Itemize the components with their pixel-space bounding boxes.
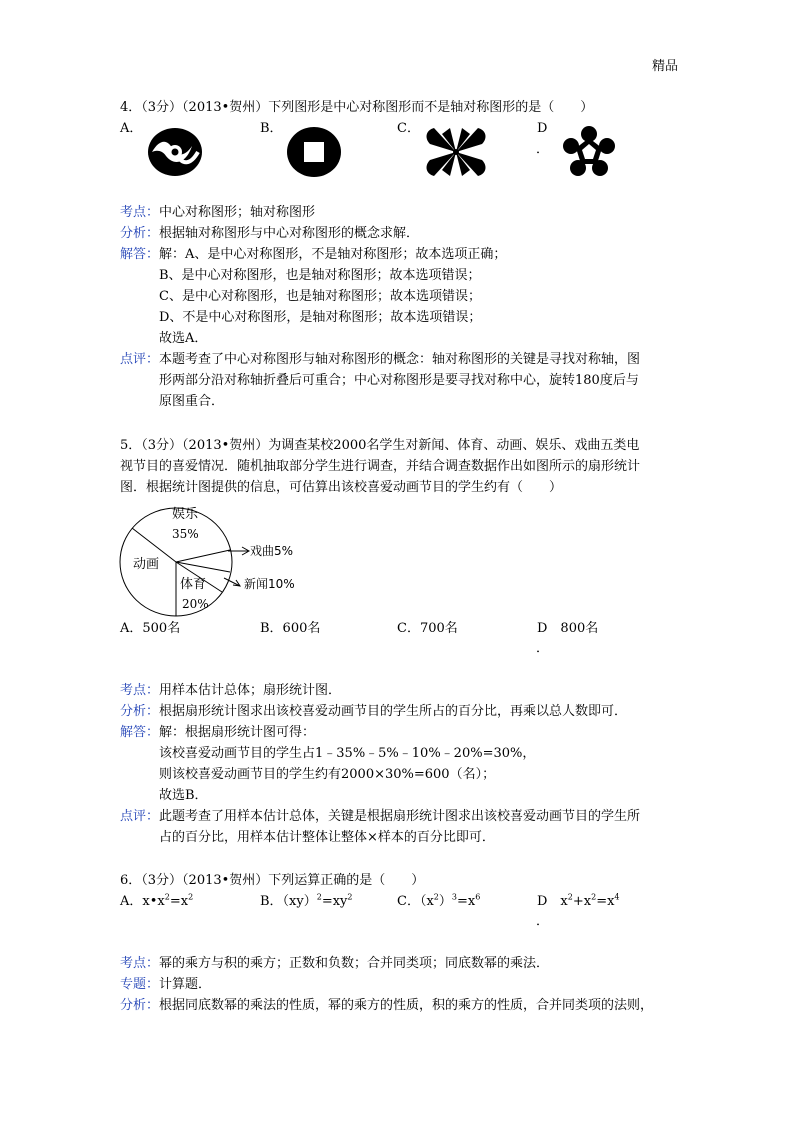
- q6-stem: 6．（3分）（2013•贺州）下列运算正确的是（ ）: [120, 873, 425, 888]
- q6-zhuanti-label: 专题：: [120, 977, 160, 992]
- q4-dianping-line: 形两部分沿对称轴折叠后可重合；中心对称图形是要寻找对称中心，旋转180度后与: [159, 373, 639, 388]
- q5-option-b: B．600名: [260, 621, 321, 636]
- q4-option-a-label: A．: [120, 121, 143, 136]
- q4-option-d-dot: ．: [536, 142, 550, 157]
- pie-label-animation: 动画: [133, 557, 160, 572]
- q5-kaodian-label: 考点：: [120, 683, 160, 698]
- q5-option-d-dot: ．: [536, 641, 550, 656]
- q4-jieda-line: C、是中心对称图形，也是轴对称图形；故本选项错误；: [159, 289, 481, 304]
- q4-dianping-line: 原图重合．: [159, 394, 225, 409]
- pie-label-sports: 体育: [180, 577, 207, 592]
- q6-option-a: A．$x•x^2=x^2$: [120, 892, 194, 909]
- q6-kaodian-label: 考点：: [120, 956, 160, 971]
- q4-kaodian-text: 中心对称图形；轴对称图形: [159, 205, 316, 220]
- q5-dianping-line: 此题考查了用样本估计总体，关键是根据扇形统计图求出该校喜爱动画节目的学生所: [159, 809, 641, 824]
- q4-jieda-line: 故选A．: [159, 331, 208, 346]
- q4-option-b-label: B．: [260, 121, 283, 136]
- q4-figure-c: [422, 124, 490, 180]
- q4-fenxi-label: 分析：: [120, 226, 160, 241]
- q5-dianping-label: 点评：: [120, 809, 160, 824]
- q4-jieda-line: D、不是中心对称图形，是轴对称图形；故本选项错误；: [159, 310, 482, 325]
- pie-label-entertainment: 娱乐: [172, 507, 199, 522]
- q5-jieda-line: 则该校喜爱动画节目的学生约有2000×30%=600（名）；: [159, 767, 496, 782]
- q5-jieda-line: 故选B．: [159, 788, 208, 803]
- q4-dianping-line: 本题考查了中心对称图形与轴对称图形的概念：轴对称图形的关键是寻找对称轴，图: [159, 352, 641, 367]
- q5-jieda-line: 该校喜爱动画节目的学生占1﹣35%﹣5%﹣10%﹣20%=30%，: [159, 746, 536, 761]
- q6-fenxi-label: 分析：: [120, 998, 160, 1013]
- q6-kaodian-text: 幂的乘方与积的乘方；正数和负数；合并同类项；同底数幂的乘法．: [159, 956, 550, 971]
- pie-label-entertainment-pct: 35%: [172, 527, 199, 541]
- pie-label-news: 新闻10%: [244, 577, 295, 591]
- pie-label-opera: 戏曲5%: [250, 544, 294, 558]
- q4-option-d-label: D: [537, 121, 548, 136]
- q5-fenxi-text: 根据扇形统计图求出该校喜爱动画节目的学生所占的百分比，再乘以总人数即可．: [159, 704, 628, 719]
- q5-jieda-line: 解：根据扇形统计图可得：: [159, 725, 316, 740]
- q6-option-c: C．$(x^2)^3=x^6$: [397, 892, 481, 909]
- q5-stem-line: 视节目的喜爱情况．随机抽取部分学生进行调查，并结合调查数据作出如图所示的扇形统计: [120, 459, 641, 474]
- q5-stem-line: 图．根据统计图提供的信息，可估算出该校喜爱动画节目的学生约有（ ）: [120, 480, 563, 495]
- q4-option-c-label: C．: [397, 121, 420, 136]
- q4-jieda-label: 解答：: [120, 247, 160, 262]
- q6-option-b: B．$(xy)^2=xy^2$: [260, 892, 353, 909]
- q6-option-d-dot: ．: [536, 914, 550, 929]
- q4-jieda-line: 解：A、是中心对称图形，不是轴对称图形；故本选项正确；: [159, 247, 507, 262]
- q5-option-d: D 800名: [537, 621, 599, 636]
- q5-option-a: A．500名: [120, 621, 181, 636]
- q6-option-d: D $x^2+x^2=x^4$: [537, 892, 620, 909]
- header-tag: 精品: [652, 59, 679, 74]
- q5-stem-line: 5．（3分）（2013•贺州）为调查某校2000名学生对新闻、体育、动画、娱乐、戏曲五类电: [120, 438, 640, 453]
- q6-fenxi-text: 根据同底数幂的乘法的性质，幂的乘方的性质，积的乘方的性质，合并同类项的法则，: [159, 998, 654, 1013]
- q5-fenxi-label: 分析：: [120, 704, 160, 719]
- q4-kaodian-label: 考点：: [120, 205, 160, 220]
- q4-jieda-line: B、是中心对称图形，也是轴对称图形；故本选项错误；: [159, 268, 481, 283]
- q5-option-c: C．700名: [397, 621, 458, 636]
- q5-kaodian-text: 用样本估计总体；扇形统计图．: [159, 683, 342, 698]
- q4-stem: 4．（3分）（2013•贺州）下列图形是中心对称图形而不是轴对称图形的是（ ）: [120, 100, 594, 115]
- q4-fenxi-text: 根据轴对称图形与中心对称图形的概念求解．: [159, 226, 420, 241]
- q5-jieda-label: 解答：: [120, 725, 160, 740]
- q4-figure-d: [560, 124, 618, 180]
- q6-zhuanti-text: 计算题．: [159, 977, 212, 992]
- pie-label-sports-pct: 20%: [182, 597, 209, 611]
- q4-figure-a: [146, 126, 204, 178]
- q4-dianping-label: 点评：: [120, 352, 160, 367]
- q4-figure-b: [286, 126, 342, 178]
- q5-dianping-line: 占的百分比，用样本估计整体让整体×样本的百分比即可．: [159, 830, 495, 845]
